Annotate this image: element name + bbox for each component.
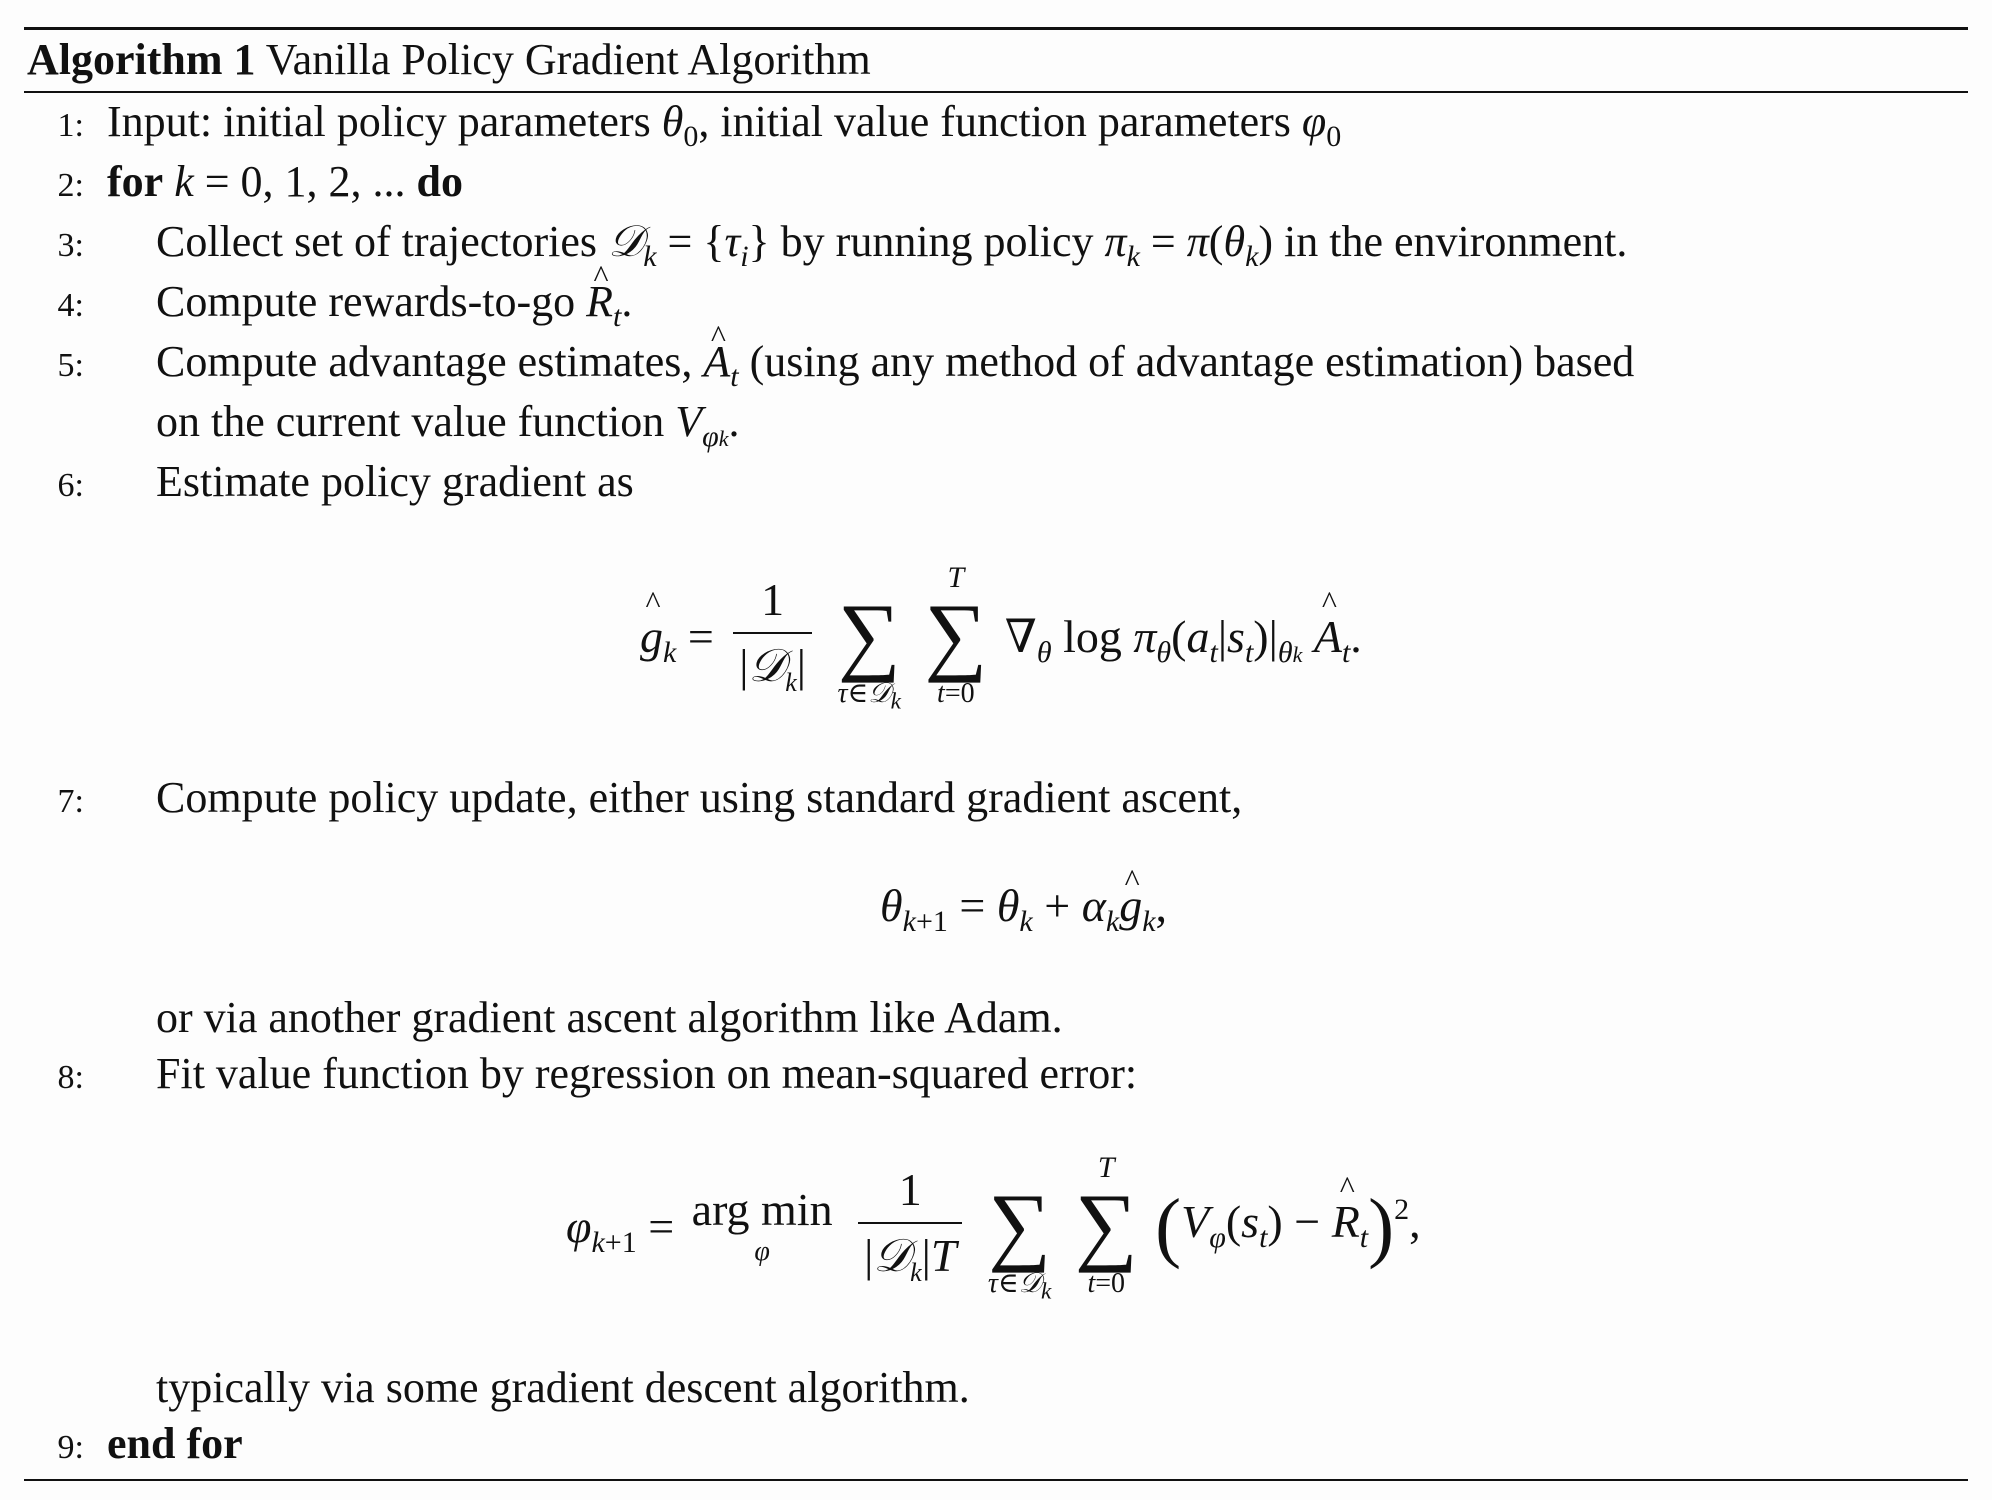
line-number-9: 9: [57,1429,84,1466]
value-regression-equation: $\varphi_{k+1}$ = arg min φ $\frac{1}{|𝒟_k|T}$ ∑ τ∈𝒟$_k$ T ∑ t=0 ($V_\varphi(s_t)$ − ^ $R_t)^2$, [566,1150,1421,1302]
algorithm-title: Vanilla Policy Gradient Algorithm [265,35,871,84]
line-number-1: 1: [57,107,84,144]
line-number-7: 7: [57,783,84,820]
step-7-continued: or via another gradient ascent algorithm like Adam. [156,993,1063,1042]
line-number-6: 6: [57,467,84,504]
line-number-2: 2: [57,167,84,204]
step-8: Fit value function by regression on mean-squared error: [156,1049,1138,1098]
policy-update-equation: $\theta_{k+1} = \theta_k$ + $\alpha_k\^{}$ $g_k$, [880,880,1167,938]
header-rule [24,91,1968,93]
step-8-continued: typically via some gradient descent algorithm. [156,1363,970,1412]
step-5: Compute advantage estimates, ^ $A_t$ (using any method of advantage estimation) based [156,336,1634,388]
step-9: end for [107,1419,243,1468]
step-1: Input: initial policy parameters $\theta_0$, initial value function parameters $\varphi_0$ [107,97,1342,153]
step-2: for k = 0, 1, 2, ... do [107,157,464,206]
step-4: Compute rewards-to-go ^ $R_t$. [156,276,632,328]
algorithm-label: Algorithm 1 [27,35,256,84]
step-3: Collect set of trajectories 𝒟$_k$ = $\{\tau_i\}$ by running policy $\pi_k = \pi(\theta_k)$ in the environment. [156,217,1628,273]
top-rule [24,27,1968,30]
step-6: Estimate policy gradient as [156,457,634,506]
line-number-5: 5: [57,347,84,384]
line-number-4: 4: [57,287,84,324]
line-number-8: 8: [57,1059,84,1096]
line-number-3: 3: [57,227,84,264]
bottom-rule [24,1479,1968,1481]
step-7: Compute policy update, either using standard gradient ascent, [156,773,1243,822]
step-5-continued: on the current value function $V_{\varphi k}$. [156,397,740,453]
algorithm-header [27,34,871,86]
policy-gradient-equation: ^ $g_k$ = $\frac{1}{|𝒟_k|}$ ∑ τ∈𝒟$_k$ T ∑ t=0 $\nabla_\theta$ $\log \pi_\theta(a_t|s_t)|_{\theta k}$ ^ $A_t$. [640,560,1362,712]
